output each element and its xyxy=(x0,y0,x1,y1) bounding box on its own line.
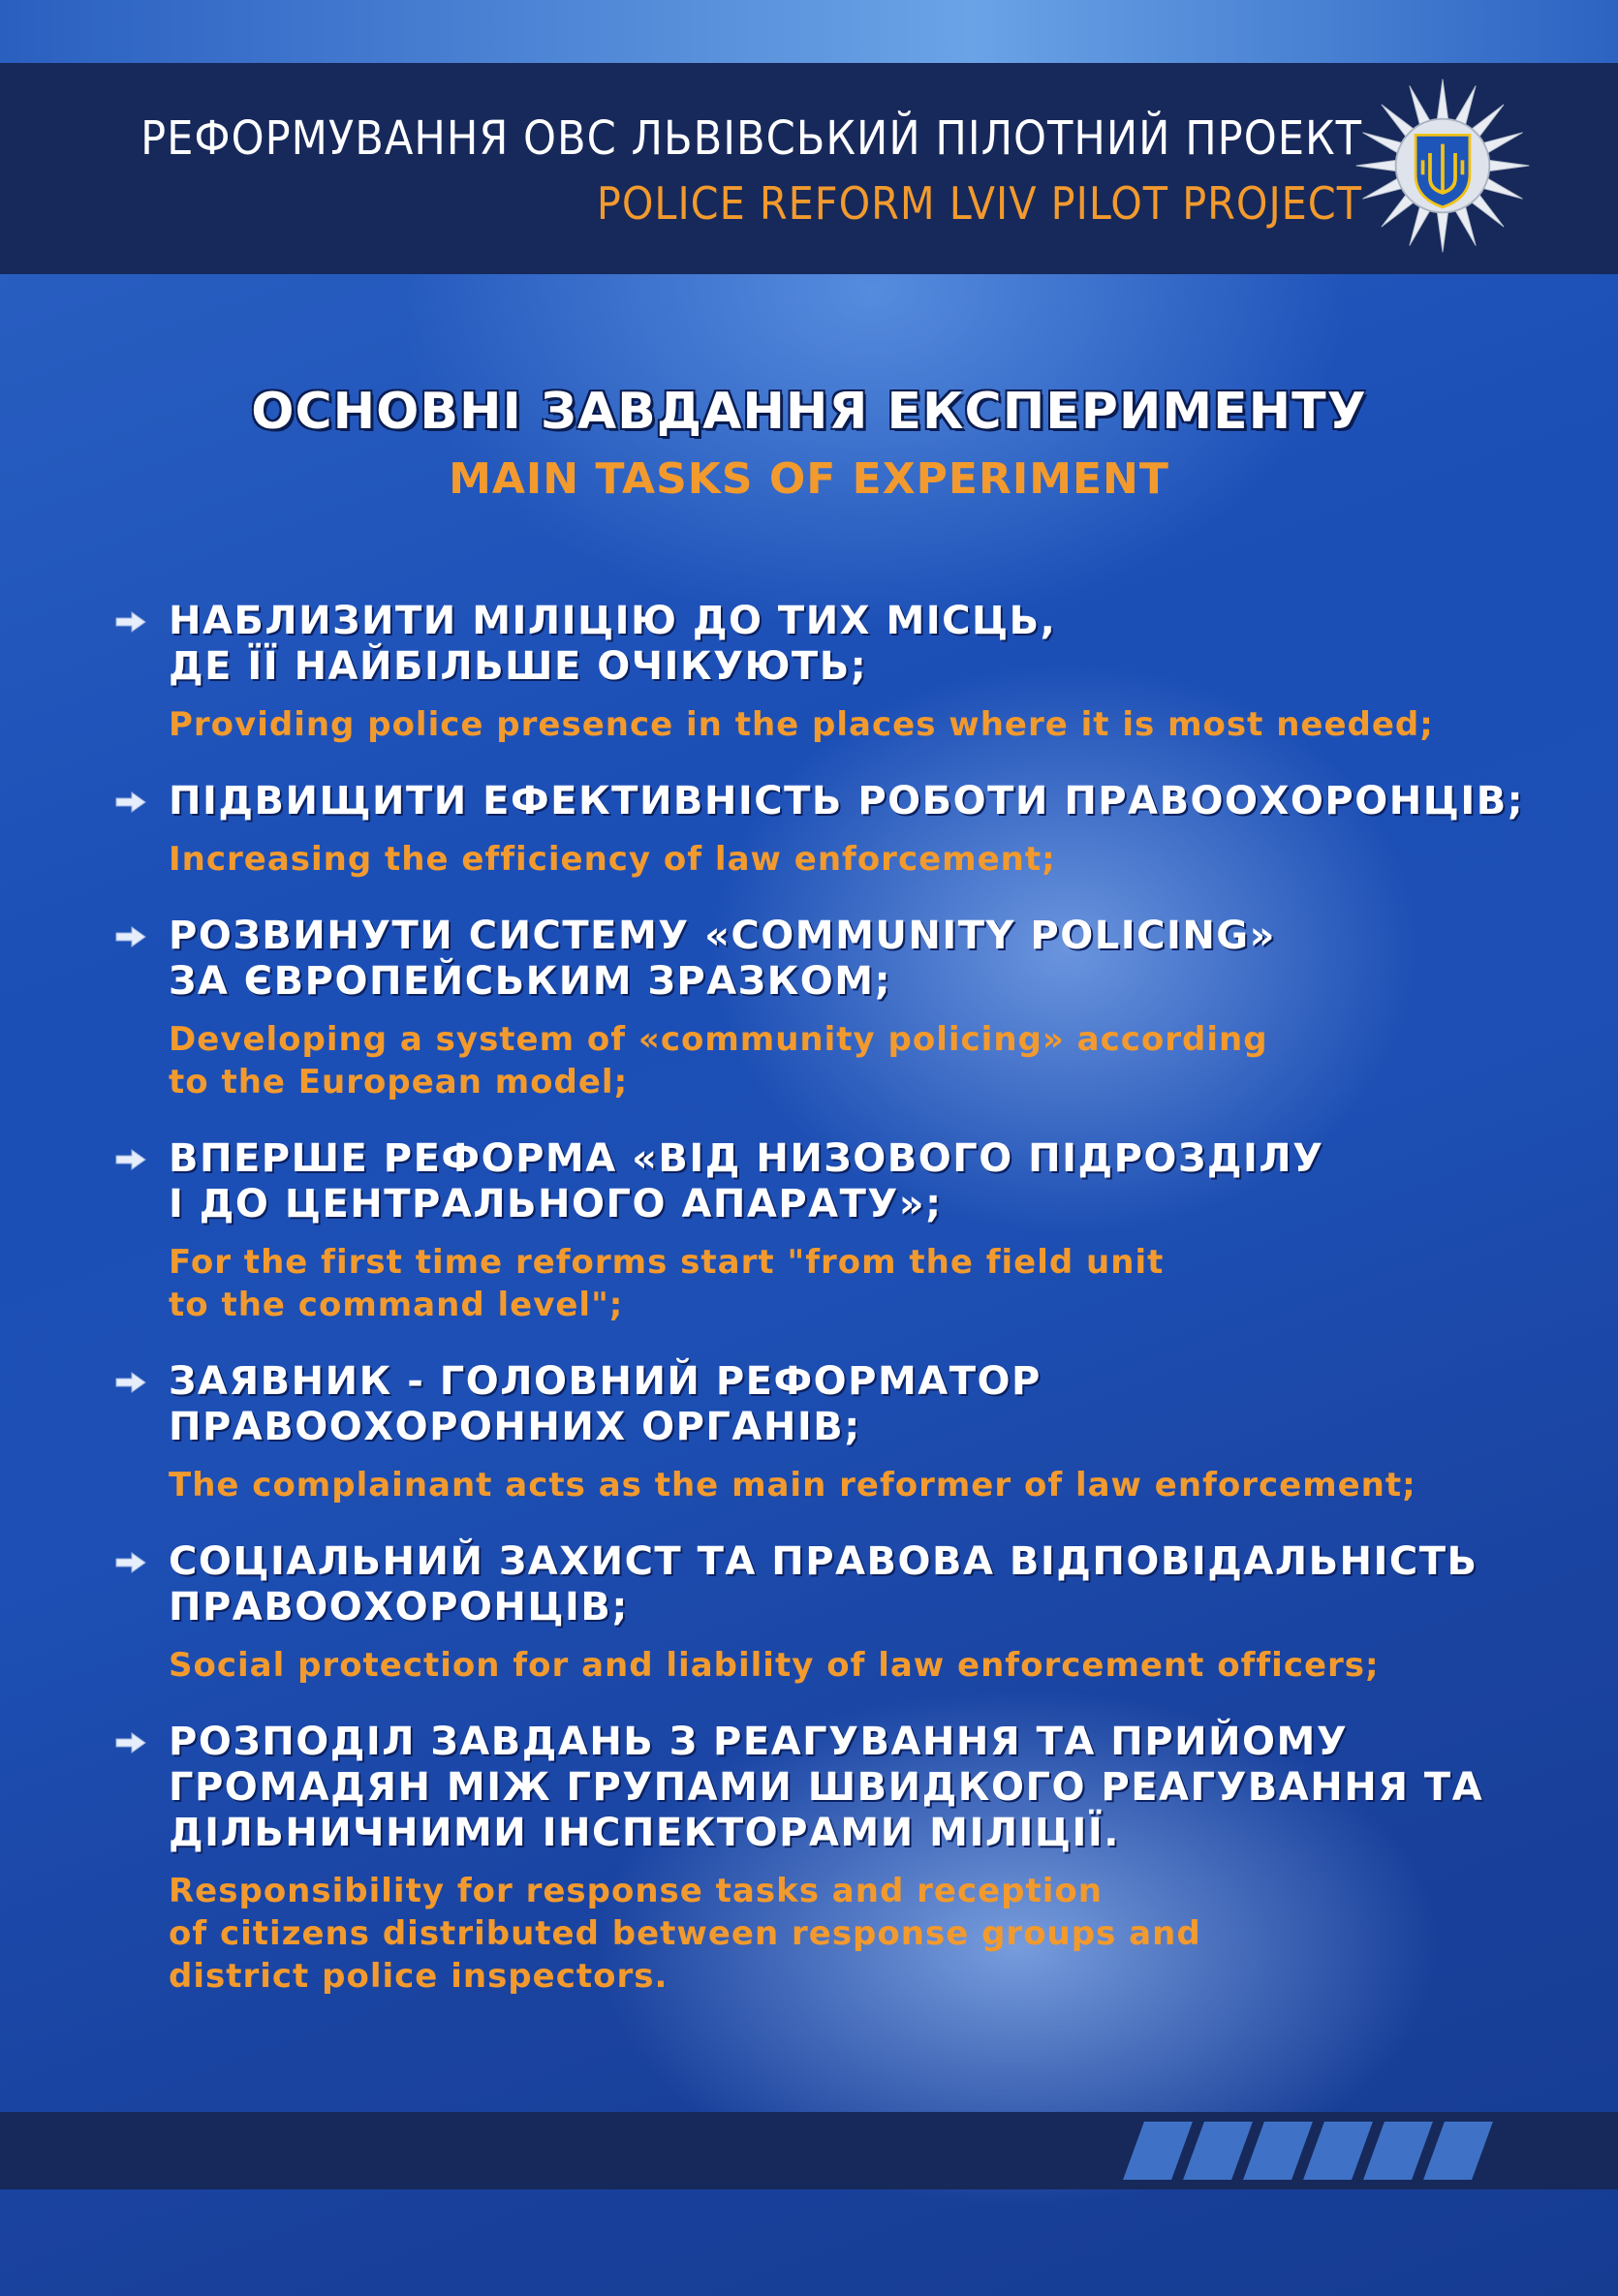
task-text-en: The complainant acts as the main reformer of law enforcement; xyxy=(169,1466,1416,1505)
stripe xyxy=(1123,2122,1193,2180)
task-text-ua: СОЦІАЛЬНИЙ ЗАХИСТ ТА ПРАВОВА ВІДПОВІДАЛЬНІСТЬ ПРАВООХОРОНЦІВ; xyxy=(169,1539,1478,1629)
page-title-en: MAIN TASKS OF EXPERIMENT xyxy=(449,454,1169,504)
arrow-right-icon xyxy=(114,1731,147,1754)
list-item xyxy=(114,1539,1529,1687)
list-item xyxy=(114,1359,1529,1506)
header-title-ua: РЕФОРМУВАННЯ ОВС ЛЬВІВСЬКИЙ ПІЛОТНИЙ ПРОЕКТ xyxy=(140,111,1362,166)
task-text-en: Increasing the efficiency of law enforcement; xyxy=(169,840,1056,879)
top-frame-band xyxy=(0,0,1618,63)
stripe xyxy=(1243,2122,1313,2180)
stripes-decoration xyxy=(1124,2122,1511,2180)
stripe xyxy=(1423,2122,1493,2180)
arrow-right-icon xyxy=(114,791,147,814)
task-text-ua: ПІДВИЩИТИ ЕФЕКТИВНІСТЬ РОБОТИ ПРАВООХОРОНЦІВ; xyxy=(169,779,1525,823)
arrow-right-icon xyxy=(114,925,147,948)
list-item xyxy=(114,914,1529,1103)
task-text-en: Developing a system of «community policing» according to the European model; xyxy=(169,1020,1268,1101)
footer-bar xyxy=(0,2112,1618,2189)
stripe xyxy=(1183,2122,1253,2180)
arrow-right-icon xyxy=(114,1371,147,1394)
main-titles xyxy=(0,383,1618,504)
task-text-ua: РОЗПОДІЛ ЗАВДАНЬ З РЕАГУВАННЯ ТА ПРИЙОМУ ГРОМАДЯН МІЖ ГРУПАМИ ШВИДКОГО РЕАГУВАННЯ ТА ДІЛЬНИЧНИМИ ІНСПЕКТОРАМИ МІЛІЦІЇ. xyxy=(169,1720,1484,1855)
task-text-en: Responsibility for response tasks and reception of citizens distributed between response groups and district police inspectors. xyxy=(169,1872,1201,1996)
police-emblem-icon xyxy=(1353,76,1533,256)
task-text-ua: РОЗВИНУТИ СИСТЕМУ «COMMUNITY POLICING» ЗА ЄВРОПЕЙСЬКИМ ЗРАЗКОМ; xyxy=(169,914,1276,1004)
list-item xyxy=(114,779,1529,881)
list-item xyxy=(114,1720,1529,1998)
task-text-ua: ЗАЯВНИК - ГОЛОВНИЙ РЕФОРМАТОР ПРАВООХОРОННИХ ОРГАНІВ; xyxy=(169,1359,1042,1449)
list-item xyxy=(114,1136,1529,1326)
task-text-en: Social protection for and liability of law enforcement officers; xyxy=(169,1646,1380,1685)
task-text-en: Providing police presence in the places where it is most needed; xyxy=(169,705,1434,744)
header-title-en: POLICE REFORM LVIV PILOT PROJECT xyxy=(596,177,1362,230)
task-text-en: For the first time reforms start "from the field unit to the command level"; xyxy=(169,1243,1165,1324)
header-bar xyxy=(0,63,1618,274)
stripe xyxy=(1363,2122,1433,2180)
stripe xyxy=(1303,2122,1373,2180)
task-list xyxy=(114,599,1529,2031)
task-text-ua: НАБЛИЗИТИ МІЛІЦІЮ ДО ТИХ МІСЦЬ, ДЕ ЇЇ НАЙБІЛЬШЕ ОЧІКУЮТЬ; xyxy=(169,599,1057,689)
task-text-ua: ВПЕРШЕ РЕФОРМА «ВІД НИЗОВОГО ПІДРОЗДІЛУ І ДО ЦЕНТРАЛЬНОГО АПАРАТУ»; xyxy=(169,1136,1324,1226)
page-title-ua: ОСНОВНІ ЗАВДАННЯ ЕКСПЕРИМЕНТУ xyxy=(251,383,1367,441)
list-item xyxy=(114,599,1529,746)
arrow-right-icon xyxy=(114,1148,147,1171)
arrow-right-icon xyxy=(114,610,147,634)
arrow-right-icon xyxy=(114,1551,147,1574)
